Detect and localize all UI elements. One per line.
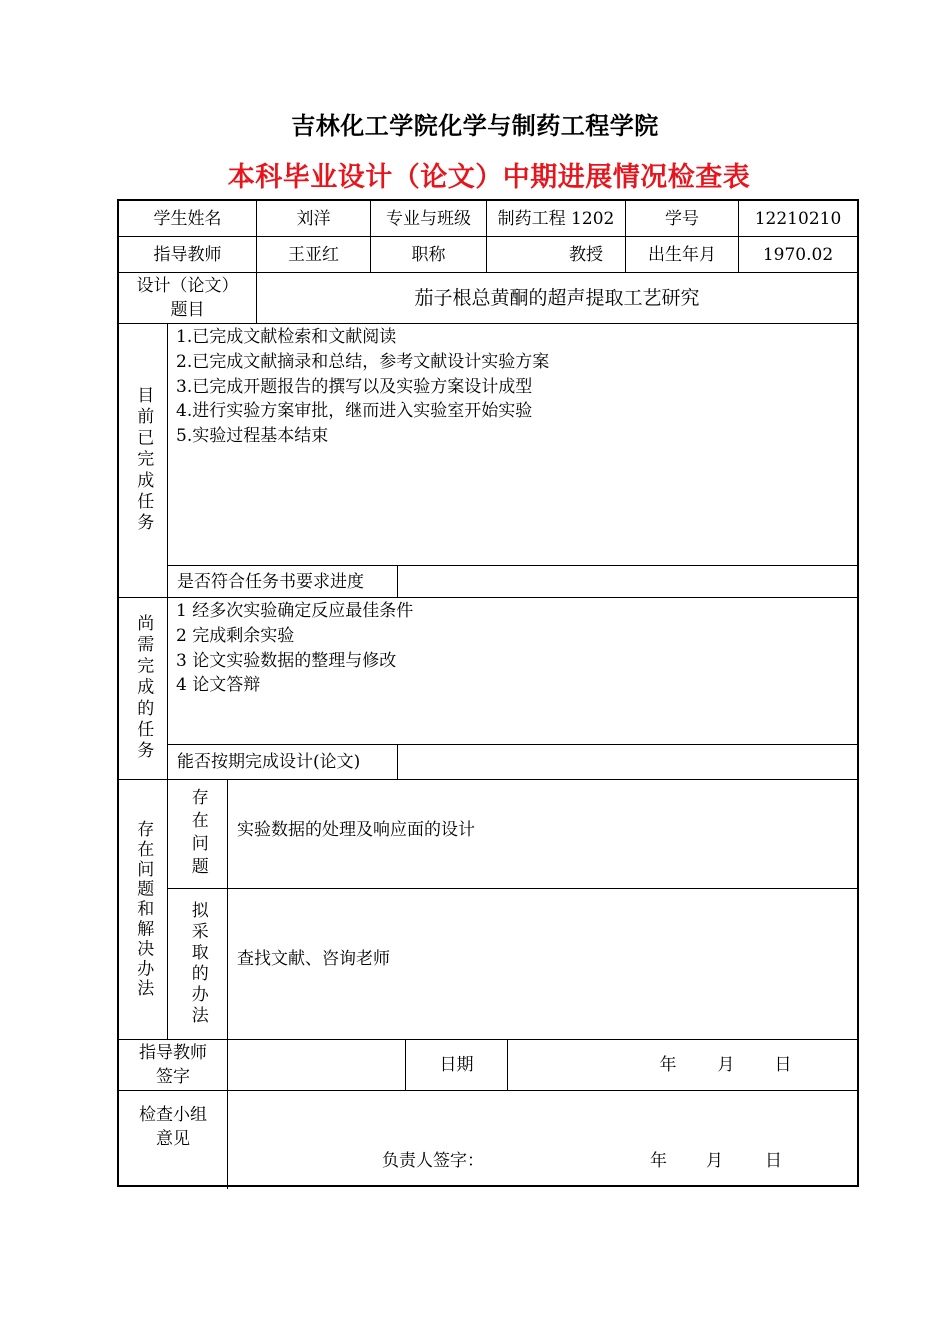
date-label: 日期: [439, 1055, 474, 1075]
completed-tasks-list: [176, 325, 549, 449]
issues-solutions-label: [119, 780, 167, 1039]
col-divider: [397, 744, 398, 779]
list-item: 2 完成剩余实验: [176, 625, 295, 646]
review-group-label-line2: 意见: [156, 1129, 190, 1149]
review-group-label-line1: 检查小组: [139, 1105, 207, 1125]
progress-check-value[interactable]: [399, 566, 857, 597]
review-opinion-field[interactable]: [228, 1091, 857, 1185]
major-class-label: 专业与班级: [386, 208, 471, 229]
date-month-marker: 月: [717, 1055, 735, 1075]
list-item: 4.进行实验方案审批，继而进入实验室开始实验: [176, 401, 533, 422]
advisor-signature-label-line1: 指导教师: [139, 1043, 207, 1063]
topic-value: 茄子根总黄酮的超声提取工艺研究: [414, 287, 700, 309]
birth-label: 出生年月: [648, 244, 716, 265]
major-class-value: 制药工程 1202: [497, 208, 615, 229]
completed-tasks-label-text: 目前已完成任务: [133, 386, 154, 535]
topic-label-line1: 设计（论文）: [136, 276, 239, 296]
form-title: 本科毕业设计（论文）中期进展情况检查表: [227, 162, 751, 193]
col-divider: [397, 565, 398, 597]
progress-check-label: 是否符合任务书要求进度: [177, 571, 364, 592]
student-name-label: 学生姓名: [153, 208, 222, 229]
list-item: 5.实验过程基本结束: [176, 426, 329, 447]
row-divider: [119, 323, 857, 324]
problems-label: [168, 780, 227, 888]
solutions-label: [168, 889, 227, 1039]
remaining-tasks-label-text: 尚需完成的任务: [133, 614, 154, 763]
student-name-value: 刘洋: [296, 208, 331, 229]
on-time-check-label: 能否按期完成设计(论文): [177, 752, 361, 772]
problems-value: 实验数据的处理及响应面的设计: [237, 820, 475, 840]
remaining-tasks-list: [176, 599, 413, 698]
progress-check-form: [117, 199, 859, 1187]
list-item: 1 经多次实验确定反应最佳条件: [176, 601, 414, 621]
list-item: 2.已完成文献摘录和总结，参考文献设计实验方案: [176, 351, 550, 372]
student-id-label: 学号: [665, 208, 699, 229]
completed-tasks-label: [119, 324, 167, 597]
topic-label-line2: 题目: [170, 300, 205, 320]
review-year-marker: 年: [650, 1151, 667, 1171]
date-day-marker: 日: [774, 1055, 792, 1075]
solutions-value: 查找文献、咨询老师: [237, 949, 390, 969]
advisor-signature-field[interactable]: [228, 1040, 405, 1090]
remaining-tasks-label: [119, 598, 167, 779]
row-divider: [119, 597, 857, 598]
institution-title: 吉林化工学院化学与制药工程学院: [291, 112, 659, 140]
review-day-marker: 日: [765, 1151, 782, 1171]
topic-label: [119, 273, 256, 323]
advisor-label: 指导教师: [153, 244, 222, 265]
list-item: 3.已完成开题报告的撰写以及实验方案设计成型: [176, 376, 533, 397]
review-month-marker: 月: [706, 1151, 723, 1171]
list-item: 3 论文实验数据的整理与修改: [176, 650, 397, 671]
solutions-label-text: 拟采取的办法: [187, 901, 208, 1027]
responsible-signature-label: 负责人签字：: [382, 1151, 484, 1171]
advisor-signature-label-line2: 签字: [156, 1067, 190, 1087]
problems-label-text: 存在问题: [187, 788, 208, 880]
on-time-check-value[interactable]: [399, 745, 857, 779]
advisor-signature-label: [119, 1040, 227, 1090]
list-item: 4 论文答辩: [176, 675, 261, 696]
birth-value: 1970.02: [762, 244, 834, 265]
issues-solutions-label-text: 存在问题和解决办法: [133, 819, 154, 1000]
date-field[interactable]: [508, 1040, 857, 1090]
academic-title-value: 教授: [569, 244, 603, 265]
advisor-value: 王亚红: [288, 244, 339, 265]
review-group-label: [119, 1091, 227, 1185]
student-id-value: 12210210: [754, 208, 842, 229]
list-item: 1.已完成文献检索和文献阅读: [176, 327, 397, 347]
academic-title-label: 职称: [411, 244, 446, 265]
date-year-marker: 年: [659, 1055, 677, 1075]
